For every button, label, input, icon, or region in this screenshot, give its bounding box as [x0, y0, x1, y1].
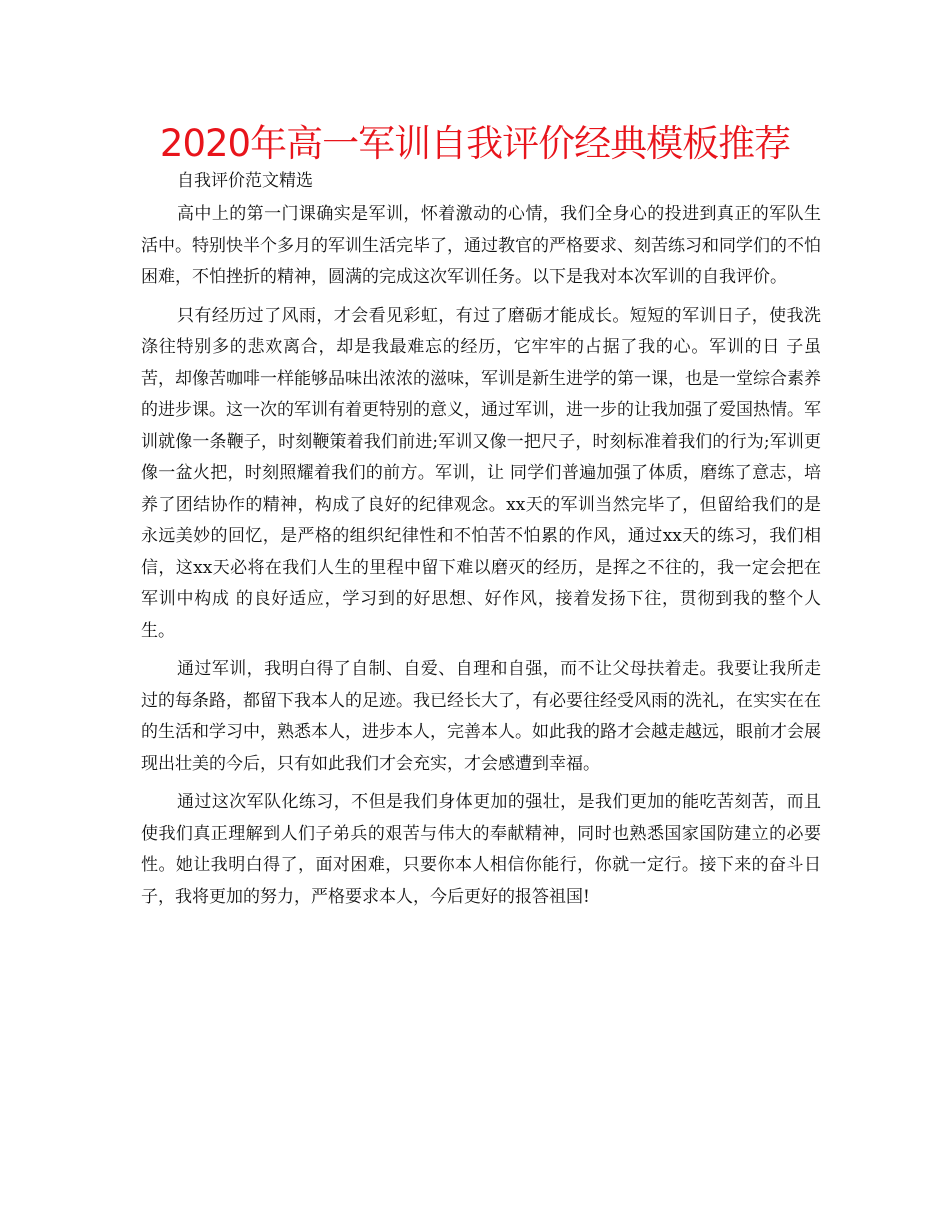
paragraph: 高中上的第一门课确实是军训，怀着激动的心情，我们全身心的投进到真正的军队生活中。特别快半个多月的军训生活完毕了，通过教官的严格要求、刻苦练习和同学们的不怕困难，不怕挫折的精神，圆满的完成这次军训任务。以下是我对本次军训的自我评价。 — [141, 204, 821, 287]
paragraph: 通过军训，我明白得了自制、自爱、自理和自强，而不让父母扶着走。我要让我所走过的每条路，都留下我本人的足迹。我已经长大了，有必要往经受风雨的洗礼，在实实在在的生活和学习中，熟悉本人，进步本人，完善本人。如此我的路才会越走越远，眼前才会展现出壮美的今后，只有如此我们才会充实，才会感遭到幸福。 — [141, 659, 821, 774]
document-title: 2020年高一军训自我评价经典模板推荐 — [159, 122, 791, 165]
paragraph: 通过这次军队化练习，不但是我们身体更加的强壮，是我们更加的能吃苦刻苦，而且使我们真正理解到人们子弟兵的艰苦与伟大的奉献精神，同时也熟悉国家国防建立的必要性。她让我明白得了，面对困难，只要你本人相信你能行，你就一定行。接下来的奋斗日子，我将更加的努力，严格要求本人，今后更好的报答祖国! — [141, 792, 821, 907]
document-subtitle: 自我评价范文精选 — [177, 171, 313, 191]
document-body — [141, 199, 821, 920]
paragraph: 只有经历过了风雨，才会看见彩虹，有过了磨砺才能成长。短短的军训日子，使我洗涤往特别多的悲欢离合，却是我最难忘的经历，它牢牢的占据了我的心。军训的日 子虽苦，却像苦咖啡一样能够品味出浓浓的滋味，军训是新生进学的第一课，也是一堂综合素养的进步课。这一次的军训有着更特别的意义，通过军训，进一步的让我加强了爱国热情。军训就像一条鞭子，时刻鞭策着我们前进;军训又像一把尺子，时刻标准着我们的行为;军训更像一盆火把，时刻照耀着我们的前方。军训，让 同学们普遍加强了体质，磨练了意志，培养了团结协作的精神，构成了良好的纪律观念。xx天的军训当然完毕了，但留给我们的是永远美妙的回忆，是严格的组织纪律性和不怕苦不怕累的作风，通过xx天的练习，我们相信，这xx天必将在我们人生的里程中留下难以磨灭的经历，是挥之不往的，我一定会把在军训中构成 的良好适应，学习到的好思想、好作风，接着发扬下往，贯彻到我的整个人生。 — [141, 305, 821, 641]
